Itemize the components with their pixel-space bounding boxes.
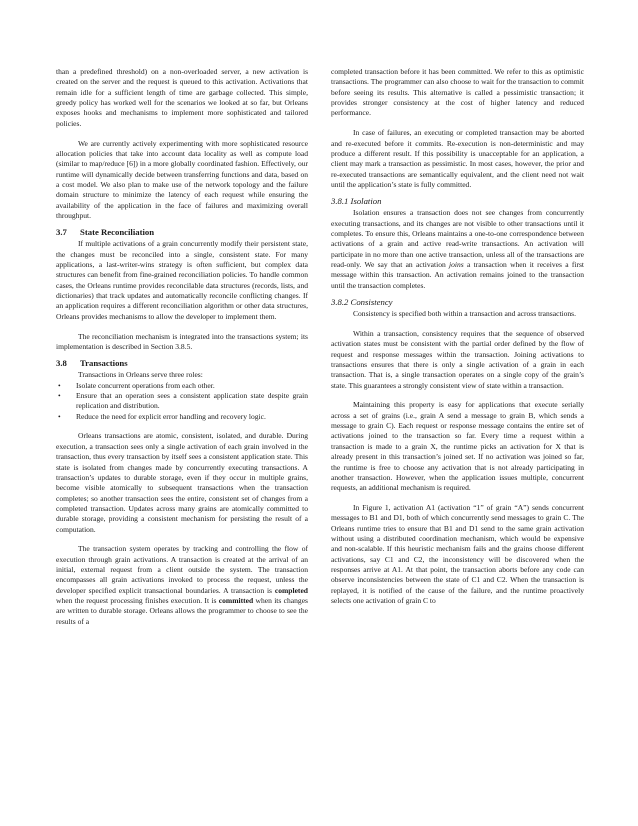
list-item: • Isolate concurrent operations from each other. bbox=[58, 380, 215, 390]
term-committed: committed bbox=[218, 596, 254, 606]
paragraph: Maintaining this property is easy for applications that execute serially across a set of grains (i.e., grain A send a message to grain B, which sends a message to grain C). Each request or response message contains the entire set of activations joined to the transaction so far. Every time a request within a transaction is made to a grain X, the runtime picks an activation for X that is already present in this transaction’s joined set. If no activation was joined so far, the runtime is free to choose any activation that is not already participating in another transaction. However, when the application issues multiple, concurrent requests, an additional mechanism is required. bbox=[331, 400, 584, 493]
right-column bbox=[331, 67, 584, 606]
paragraph: We are currently actively experimenting with more sophisticated resource allocation policies that take into account data locality as well as compute load (similar to map/reduce [6]) in a more globally coordinated fashion. Effectively, our runtime will dynamically decide between transferring functions and data, based on a cost model. We also plan to make use of the network topology and the failure domain structure to minimize the latency of each request while ensuring the availability of the application in the face of failures and maximizing overall throughput. bbox=[56, 138, 308, 220]
section-number: 3.7 bbox=[56, 227, 67, 238]
paragraph: completed transaction before it has been committed. We refer to this as optimistic transactions. The programmer can also choose to wait for the transaction to commit before seeing its results. This alternative is called a pessimistic transaction; it provides stronger consistency at the cost of higher latency and reduced performance. bbox=[331, 67, 584, 118]
term-completed: completed bbox=[274, 585, 308, 595]
list-item: • Reduce the need for explicit error handling and recovery logic. bbox=[58, 411, 266, 421]
paragraph: The transaction system operates by tracking and controlling the flow of execution through grain activations. A transaction is created at the arrival of an initial, external request from a client outside the system. The transaction encompasses all grain activations invoked to process the request, unless the developer specified explicit transactional boundaries. A transaction is completed when the request processing finishes execution. It is committed when its changes are written to durable storage. Orleans allows the programmer to choose to see the results of a bbox=[56, 544, 308, 626]
list-item: • Ensure that an operation sees a consistent application state despite grain replication and distribution. bbox=[58, 390, 308, 411]
section-heading-3-8 bbox=[56, 358, 308, 369]
paragraph: Within a transaction, consistency requires that the sequence of observed activation states must be consistent with the partial order defined by the flow of request and response messages within the transaction. Joining activations to transactions ensures that there is only a single activation of a grain in each transaction. That is, a single transaction operates on a single copy of the grain’s state. This guarantees a strongly consistent view of state within a transaction. bbox=[331, 328, 584, 390]
section-heading-3-7 bbox=[56, 227, 308, 238]
paragraph: Isolation ensures a transaction does not see changes from concurrently executing transactions, and its changes are not visible to other transactions until it completes. To ensure this, Orleans maintains a one-to-one correspondence between activations of a grain and active read-write transactions. An activation will participate in no more than one active transaction, unless all of the transactions are read-only. We say that an activation joins a transaction when it receives a first message within this transaction. An activation remains joined to the transaction until the transaction completes. bbox=[331, 208, 584, 290]
bullet-icon: • bbox=[58, 411, 61, 421]
paragraph: than a predefined threshold) on a non-overloaded server, a new activation is created on the server and the request is queued to this activation. Activations that remain idle for a sufficient length of time are garbage collected. This simple, greedy policy has worked well for the scenarios we looked at so far, but Orleans exposes hooks and mechanisms to implement more sophisticated and tailored policies. bbox=[56, 67, 308, 128]
paragraph: Transactions in Orleans serve three roles: bbox=[78, 370, 203, 380]
section-title: State Reconciliation bbox=[80, 227, 155, 238]
paragraph: In Figure 1, activation A1 (activation “1” of grain “A”) sends concurrent messages to B1 and D1, both of which concurrently send messages to grain C. The Orleans runtime tries to ensure that B1 and D1 send to the same grain activation without using a distributed coordination mechanism, which would be expensive and non-scalable. If this heuristic mechanism fails and the grains choose different activations, say C1 and C2, the inconsistency will be discovered when the responses arrive at A1. At that point, the transaction aborts before any code can observe inconsistencies between the state of C1 and C2. When the transaction is replayed, it is notified of the cause of the failure, and the runtime proactively selects one activation of grain C to bbox=[331, 503, 584, 606]
bullet-icon: • bbox=[58, 390, 61, 400]
term-joins: joins bbox=[449, 260, 464, 269]
paragraph: In case of failures, an executing or completed transaction may be aborted and re-executed before it commits. Re-execution is non-deterministic and may produce a different result. If this possibility is unacceptable for an application, a client may mark a transaction as pessimistic. In most cases, however, the prior and re-executed transactions are semantically equivalent, and the client need not wait until the application’s state is fully committed. bbox=[331, 128, 584, 189]
paragraph: Orleans transactions are atomic, consistent, isolated, and durable. During execution, a transaction sees only a single activation of each grain involved in the transaction, thus every transaction by itself sees a consistent application state. This state is isolated from changes made by concurrently executing transactions. A transaction’s updates to durable storage, even if they occur in multiple grains, become visible atomically to subsequent transactions when the transaction completes; so another transaction sees the entire, consistent set of changes from a completed transaction. Updates across many grains are atomically committed to durable storage, providing a consistent mechanism for persisting the result of a computation. bbox=[56, 431, 308, 534]
bullet-list bbox=[56, 381, 308, 422]
left-column bbox=[56, 67, 308, 627]
subsection-heading-3-8-2: 3.8.2 Consistency bbox=[331, 297, 393, 308]
section-number: 3.8 bbox=[56, 358, 67, 369]
section-title: Transactions bbox=[80, 358, 128, 369]
paragraph: If multiple activations of a grain concurrently modify their persistent state, the changes must be reconciled into a single, consistent state. For many applications, a last-writer-wins strategy is often sufficient, but complex data structures can benefit from fine-grained reconciliation policies. To handle common cases, the Orleans runtime provides reconcilable data structures (records, lists, and dictionaries) that track updates and automatically reconcile conflicting changes. If an application requires a different reconciliation algorithm or other data structures, Orleans provides mechanisms to allow the developer to implement them. bbox=[56, 239, 308, 321]
subsection-heading-3-8-1: 3.8.1 Isolation bbox=[331, 196, 382, 207]
paragraph: The reconciliation mechanism is integrated into the transactions system; its implementation is described in Section 3.8.5. bbox=[56, 331, 308, 351]
bullet-icon: • bbox=[58, 380, 61, 390]
paragraph: Consistency is specified both within a transaction and across transactions. bbox=[353, 309, 577, 319]
